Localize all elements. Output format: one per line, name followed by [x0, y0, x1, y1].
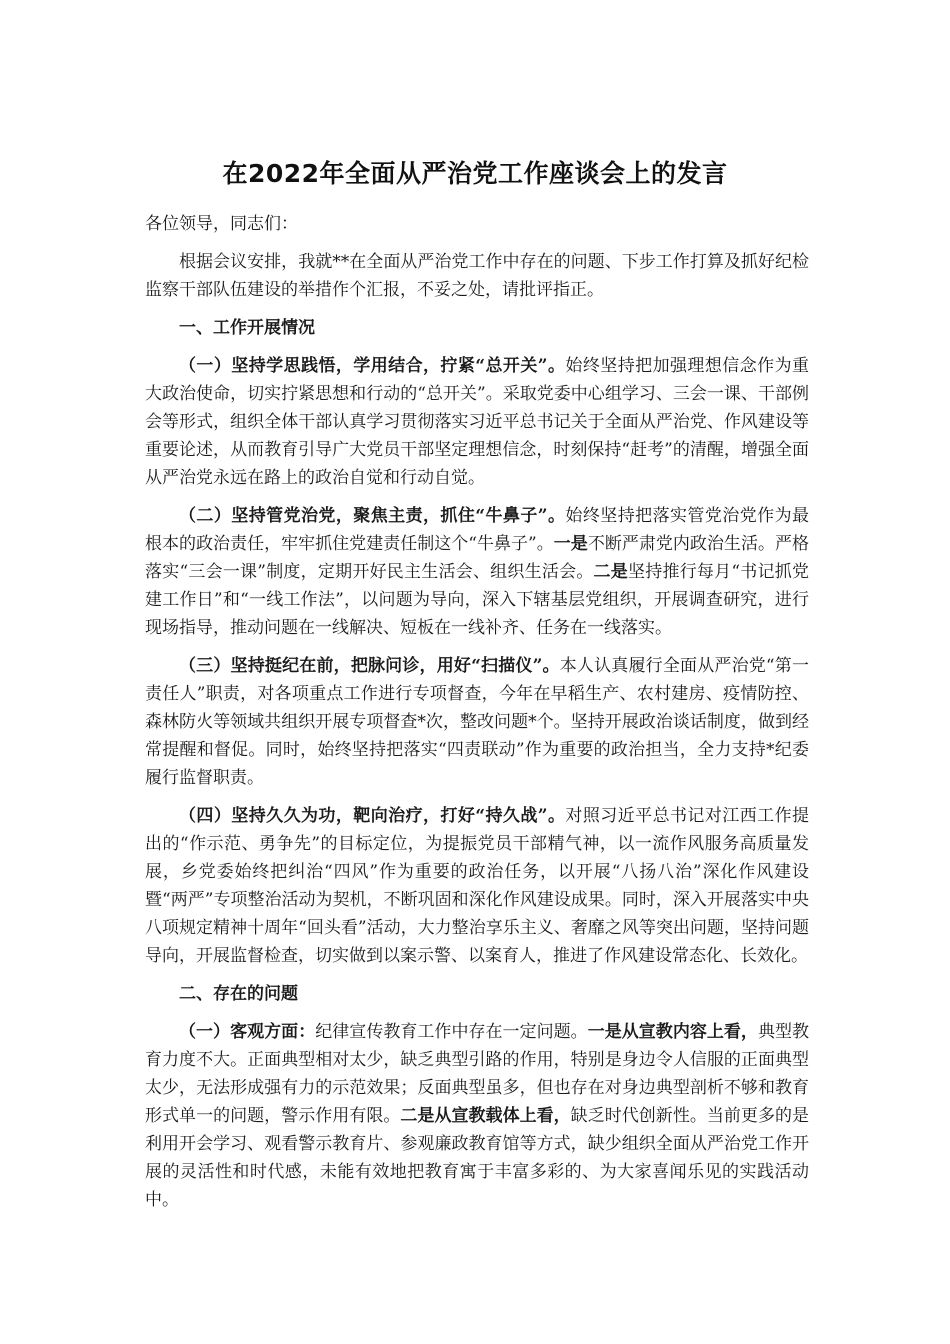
paragraph-text: 本人认真履行全面从严治党“第一责任人”职责，对各项重点工作进行专项督查，今年在早稻生产、农村建房、疫情防控、森林防火等领域共组织开展专项督查*次，整改问题*个。坚持开展政治谈话制度，做到经常提醒和督促。同时，始终坚持把落实“四责联动”作为重要的政治担当，全力支持*纪委履行监督职责。: [145, 656, 809, 788]
emphasis-marker: 二是: [593, 562, 629, 582]
paragraph-text: 对照习近平总书记对江西工作提出的“作示范、勇争先”的目标定位，为提振党员干部精气神，以一流作风服务高质量发展，乡党委始终把纠治“四风”作为重要的政治任务，以开展“八扬八治”深化作风建设暨“两严”专项整治活动为契机，不断巩固和深化作风建设成果。同时，深入开展落实中央八项规定精神十周年“回头看”活动，大力整治享乐主义、奢靡之风等突出问题，坚持问题导向，开展监督检查，切实做到以案示警、以案育人，推进了作风建设常态化、长效化。: [145, 806, 809, 966]
intro-paragraph: 根据会议安排，我就**在全面从严治党工作中存在的问题、下步工作打算及抓好纪检监察干部队伍建设的举措作个汇报，不妥之处，请批评指正。: [145, 252, 809, 300]
paragraph-lead: （一）坚持学思践悟，学用结合，拧紧“总开关”。: [179, 356, 566, 376]
paragraph-text: 始终坚持把落实管党治党作为最根本的政治责任，牢牢抓住党建责任制这个“牛鼻子”。: [145, 506, 809, 554]
section-heading-work-status: 一、工作开展情况: [179, 318, 315, 338]
paragraph-lead: （四）坚持久久为功，靶向治疗，打好“持久战”。: [179, 806, 566, 826]
salutation: 各位领导，同志们：: [145, 214, 298, 234]
paragraph-text: 始终坚持把加强理想信念作为重大政治使命，切实拧紧思想和行动的“总开关”。采取党委中心组学习、三会一课、干部例会等形式，组织全体干部认真学习贯彻落实习近平总书记关于全面从严治党、作风建设等重要论述，从而教育引导广大党员干部坚定理想信念，时刻保持“赶考”的清醒，增强全面从严治党永远在路上的政治自觉和行动自觉。: [145, 356, 809, 488]
emphasis-marker: 一是: [553, 534, 588, 554]
paragraph-lead: （二）坚持管党治党，聚焦主责，抓住“牛鼻子”。: [179, 506, 566, 526]
paragraph-text: 不断严肃党内政治生活。严格落实“三会一课”制度，定期开好民主生活会、组织生活会。: [145, 534, 809, 582]
emphasis-marker: 二是从宣教载体上看，: [400, 1106, 571, 1126]
paragraph-work-2: [145, 502, 809, 642]
paragraph-lead: （三）坚持挺纪在前，把脉问诊，用好“扫描仪”。: [179, 656, 560, 676]
paragraph-problems-1: [145, 1018, 809, 1214]
paragraph-text: 缺乏时代创新性。当前更多的是利用开会学习、观看警示教育片、参观廉政教育馆等方式，缺少组织全面从严治党工作开展的灵活性和时代感，未能有效地把教育寓于丰富多彩的、为大家喜闻乐见的实践活动中。: [145, 1106, 810, 1210]
emphasis-marker: 一是从宣教内容上看，: [587, 1022, 758, 1042]
paragraph-text: 纪律宣传教育工作中存在一定问题。: [315, 1022, 588, 1042]
paragraph-text: 坚持推行每月“书记抓党建工作日”和“一线工作法”，以问题为导向，深入下辖基层党组织，开展调查研究，进行现场指导，推动问题在一线解决、短板在一线补齐、任务在一线落实。: [145, 562, 809, 638]
paragraph-lead: （一）客观方面：: [179, 1022, 316, 1042]
paragraph-work-1: [145, 352, 809, 492]
paragraph-work-3: [145, 652, 809, 792]
paragraph-text: 典型教育力度不大。正面典型相对太少，缺乏典型引路的作用，特别是身边令人信服的正面典型太少，无法形成强有力的示范效果；反面典型虽多，但也存在对身边典型剖析不够和教育形式单一的问题，警示作用有限。: [145, 1022, 810, 1126]
document-body: [145, 210, 809, 1214]
paragraph-work-4: [145, 802, 809, 970]
document-title: 在2022年全面从严治党工作座谈会上的发言: [222, 159, 728, 188]
section-heading-problems: 二、存在的问题: [179, 984, 298, 1004]
